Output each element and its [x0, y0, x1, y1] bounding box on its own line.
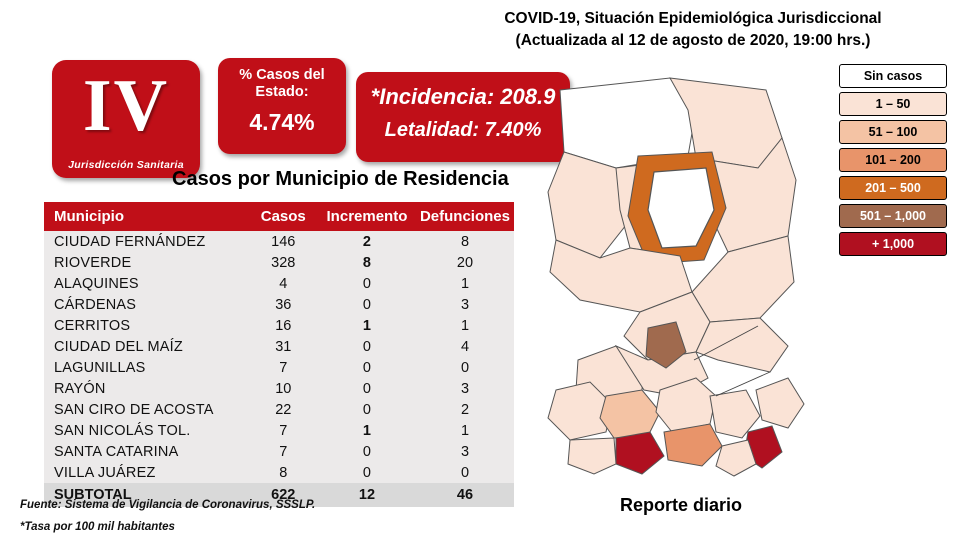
table-row	[44, 231, 514, 252]
cell-defunciones: 4	[416, 336, 514, 357]
table-row	[44, 441, 514, 462]
cell-casos: 4	[249, 273, 318, 294]
rate-note: *Tasa por 100 mil habitantes	[20, 520, 175, 533]
jurisdiction-numeral: IV	[82, 65, 170, 147]
cell-casos: 31	[249, 336, 318, 357]
map-region	[664, 424, 722, 466]
incidence-value: *Incidencia: 208.9	[370, 84, 556, 109]
column-header-municipio: Municipio	[44, 202, 249, 231]
cell-defunciones: 2	[416, 399, 514, 420]
cell-casos: 16	[249, 315, 318, 336]
table-row	[44, 336, 514, 357]
state-percent-label: % Casos del Estado:	[239, 67, 325, 101]
cases-table-wrapper	[44, 202, 514, 507]
page-title	[433, 8, 953, 53]
table-header-row	[44, 202, 514, 231]
state-percent-card	[218, 58, 346, 154]
cell-municipio: CIUDAD DEL MAÍZ	[44, 336, 249, 357]
cell-defunciones: 3	[416, 441, 514, 462]
map-region	[616, 432, 664, 474]
cell-casos: 146	[249, 231, 318, 252]
map-region	[600, 390, 660, 438]
cell-incremento: 0	[318, 441, 416, 462]
cell-incremento: 0	[318, 336, 416, 357]
subtotal-label: SUBTOTAL	[44, 483, 249, 507]
cell-incremento: 0	[318, 273, 416, 294]
subtotal-defunciones: 46	[416, 483, 514, 507]
cell-municipio: LAGUNILLAS	[44, 357, 249, 378]
cell-incremento: 8	[318, 252, 416, 273]
cell-incremento: 1	[318, 315, 416, 336]
cell-defunciones: 0	[416, 462, 514, 483]
cell-defunciones: 3	[416, 294, 514, 315]
footnotes	[20, 498, 350, 535]
table-row	[44, 357, 514, 378]
map-region	[756, 378, 804, 428]
state-percent-value: 4.74%	[249, 108, 315, 135]
table-body	[44, 231, 514, 483]
cell-defunciones: 20	[416, 252, 514, 273]
cell-defunciones: 8	[416, 231, 514, 252]
cell-casos: 22	[249, 399, 318, 420]
table-row	[44, 420, 514, 441]
cell-casos: 8	[249, 462, 318, 483]
cell-incremento: 0	[318, 294, 416, 315]
subtotal-incremento: 12	[318, 483, 416, 507]
table-row	[44, 315, 514, 336]
cell-defunciones: 1	[416, 420, 514, 441]
source-note: Fuente: Sistema de Vigilancia de Coronavirus, SSSLP.	[20, 499, 316, 511]
column-header-casos: Casos	[249, 202, 318, 231]
table-row	[44, 294, 514, 315]
legend-item: 101 – 200	[839, 148, 947, 172]
subtotal-casos: 622	[249, 483, 318, 507]
table-row	[44, 273, 514, 294]
cell-municipio: CERRITOS	[44, 315, 249, 336]
jurisdiction-badge	[52, 60, 200, 178]
cell-municipio: SAN CIRO DE ACOSTA	[44, 399, 249, 420]
map-region	[696, 318, 788, 372]
cell-casos: 36	[249, 294, 318, 315]
cell-casos: 328	[249, 252, 318, 273]
cases-table	[44, 202, 514, 507]
legend-item: + 1,000	[839, 232, 947, 256]
table-row	[44, 252, 514, 273]
cell-municipio: RIOVERDE	[44, 252, 249, 273]
cell-casos: 7	[249, 357, 318, 378]
cell-defunciones: 1	[416, 273, 514, 294]
cell-defunciones: 1	[416, 315, 514, 336]
cell-municipio: VILLA JUÁREZ	[44, 462, 249, 483]
map-region	[568, 438, 616, 474]
legend-item: 201 – 500	[839, 176, 947, 200]
page-title-line2: (Actualizada al 12 de agosto de 2020, 19:00 hrs.)	[515, 32, 871, 50]
report-label: Reporte diario	[620, 495, 743, 515]
table-row	[44, 399, 514, 420]
cell-municipio: SANTA CATARINA	[44, 441, 249, 462]
cell-municipio: SAN NICOLÁS TOL.	[44, 420, 249, 441]
jurisdiction-map-svg	[520, 60, 820, 480]
column-header-defunciones: Defunciones	[416, 202, 514, 231]
legend-item: 51 – 100	[839, 120, 947, 144]
cell-casos: 7	[249, 420, 318, 441]
cell-municipio: ALAQUINES	[44, 273, 249, 294]
legend-item: 501 – 1,000	[839, 204, 947, 228]
cell-defunciones: 0	[416, 357, 514, 378]
table-title: Casos por Municipio de Residencia	[172, 168, 509, 190]
map-legend	[839, 64, 947, 260]
cell-municipio: CÁRDENAS	[44, 294, 249, 315]
table-row	[44, 462, 514, 483]
cell-municipio: RAYÓN	[44, 378, 249, 399]
cell-casos: 7	[249, 441, 318, 462]
map-container	[520, 60, 820, 480]
cell-municipio: CIUDAD FERNÁNDEZ	[44, 231, 249, 252]
cell-incremento: 0	[318, 462, 416, 483]
lethality-value: Letalidad: 7.40%	[384, 119, 542, 141]
jurisdiction-subtitle: Jurisdicción Sanitaria	[68, 159, 184, 171]
legend-item: 1 – 50	[839, 92, 947, 116]
cell-incremento: 0	[318, 378, 416, 399]
table-row	[44, 378, 514, 399]
legend-item: Sin casos	[839, 64, 947, 88]
cell-incremento: 1	[318, 420, 416, 441]
cell-incremento: 0	[318, 399, 416, 420]
cell-incremento: 0	[318, 357, 416, 378]
cell-defunciones: 3	[416, 378, 514, 399]
column-header-incremento: Incremento	[318, 202, 416, 231]
cell-casos: 10	[249, 378, 318, 399]
page-title-line1: COVID-19, Situación Epidemiológica Jurisdiccional	[504, 10, 882, 27]
cell-incremento: 2	[318, 231, 416, 252]
